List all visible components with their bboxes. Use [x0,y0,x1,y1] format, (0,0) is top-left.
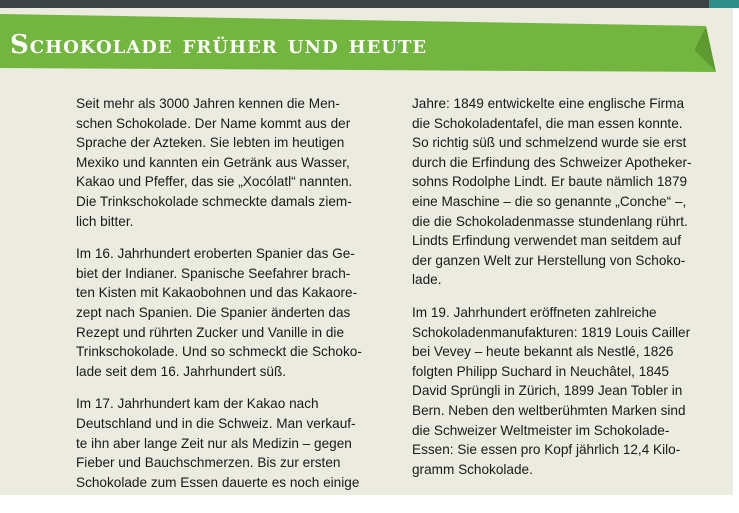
text-line: Seit mehr als 3000 Jahren kennen die Men- [76,96,340,111]
text-line: David Sprüngli in Zürich, 1899 Jean Tobler in [412,383,683,399]
text-line: Jahre: 1849 entwickelte eine englische Firma [412,96,685,111]
text-line: eine Maschine – die so genannte „Conche“ –, [412,193,687,209]
text-line: gramm Schokolade. [412,461,533,477]
text-line: Fieber und Bauchschmerzen. Bis zur ersten [76,455,341,471]
text-line: Im 16. Jahrhundert eroberten Spanier das Ge- [76,246,355,262]
text-line: Bern. Neben den weltberühmten Marken sind [412,402,686,418]
paragraph [76,394,396,492]
text-line: lich bitter. [76,213,134,229]
text-line: Lindts Erfindung verwendet man seitdem auf [412,233,682,249]
text-line: die die Schokoladenmasse stundenlang rührt. [412,213,688,229]
text-line: sohns Rodolphe Lindt. Er baute nämlich 1879 [412,174,688,190]
text-line: Die Trinkschokolade schmeckte damals ziem- [76,193,352,209]
text-line: die Schokoladentafel, die man essen konnte. [412,115,683,131]
text-line: die Schweizer Weltmeister im Schokolade- [412,422,670,438]
text-line: Schokolade zum Essen dauerte es noch einige [76,474,360,490]
text-line: der ganzen Welt zur Herstellung von Schoko- [412,252,686,268]
paragraph [76,244,396,381]
title-banner [0,12,716,78]
text-line: Deutschland und in die Schweiz. Man verkauf- [76,415,356,431]
top-bar [0,0,739,8]
text-line: te ihn aber lange Zeit nur als Medizin – gegen [76,435,352,451]
text-line: Im 17. Jahrhundert kam der Kakao nach [76,396,319,412]
text-line: Rezept und rührten Zucker und Vanille in die [76,324,345,340]
page-title: Schokolade früher und heute [10,30,428,60]
paragraph [412,303,732,479]
text-line: ten Kisten mit Kakaobohnen und das Kakaore- [76,285,358,301]
right-column [412,94,732,492]
left-column [76,94,396,505]
text-line: Schokoladenmanufakturen: 1819 Louis Cailler [412,324,691,340]
text-line: bei Vevey – heute bekannt als Nestlé, 1826 [412,344,674,360]
text-line: So richtig süß und schmelzend wurde sie erst [412,135,687,151]
text-line: folgten Philipp Suchard in Neuchâtel, 1845 [412,363,669,379]
text-line: Im 19. Jahrhundert eröffneten zahlreiche [412,304,657,320]
text-line: lade seit dem 16. Jahrhundert süß. [76,363,287,379]
text-line: biet der Indianer. Spanische Seefahrer brach- [76,265,351,281]
text-line: zept nach Spanien. Die Spanier änderten das [76,304,351,320]
text-line: Essen: Sie essen pro Kopf jährlich 12,4 Kilo- [412,442,681,458]
text-line: lade. [412,272,442,288]
text-line: schen Schokolade. Der Name kommt aus der [76,115,351,131]
paragraph [412,94,732,290]
top-bar-accent [709,0,739,8]
paragraph [76,94,396,231]
text-line: Trinkschokolade. Und so schmeckt die Schoko- [76,344,362,360]
text-line: Sprache der Azteken. Sie lebten im heutigen [76,135,345,151]
text-line: Kakao und Pfeffer, das sie „Xocólatl“ nannten. [76,174,353,190]
article-panel [0,8,733,495]
text-line: Mexiko und kannten ein Getränk aus Wasser, [76,154,350,170]
text-line: durch die Erfindung des Schweizer Apotheker- [412,154,692,170]
